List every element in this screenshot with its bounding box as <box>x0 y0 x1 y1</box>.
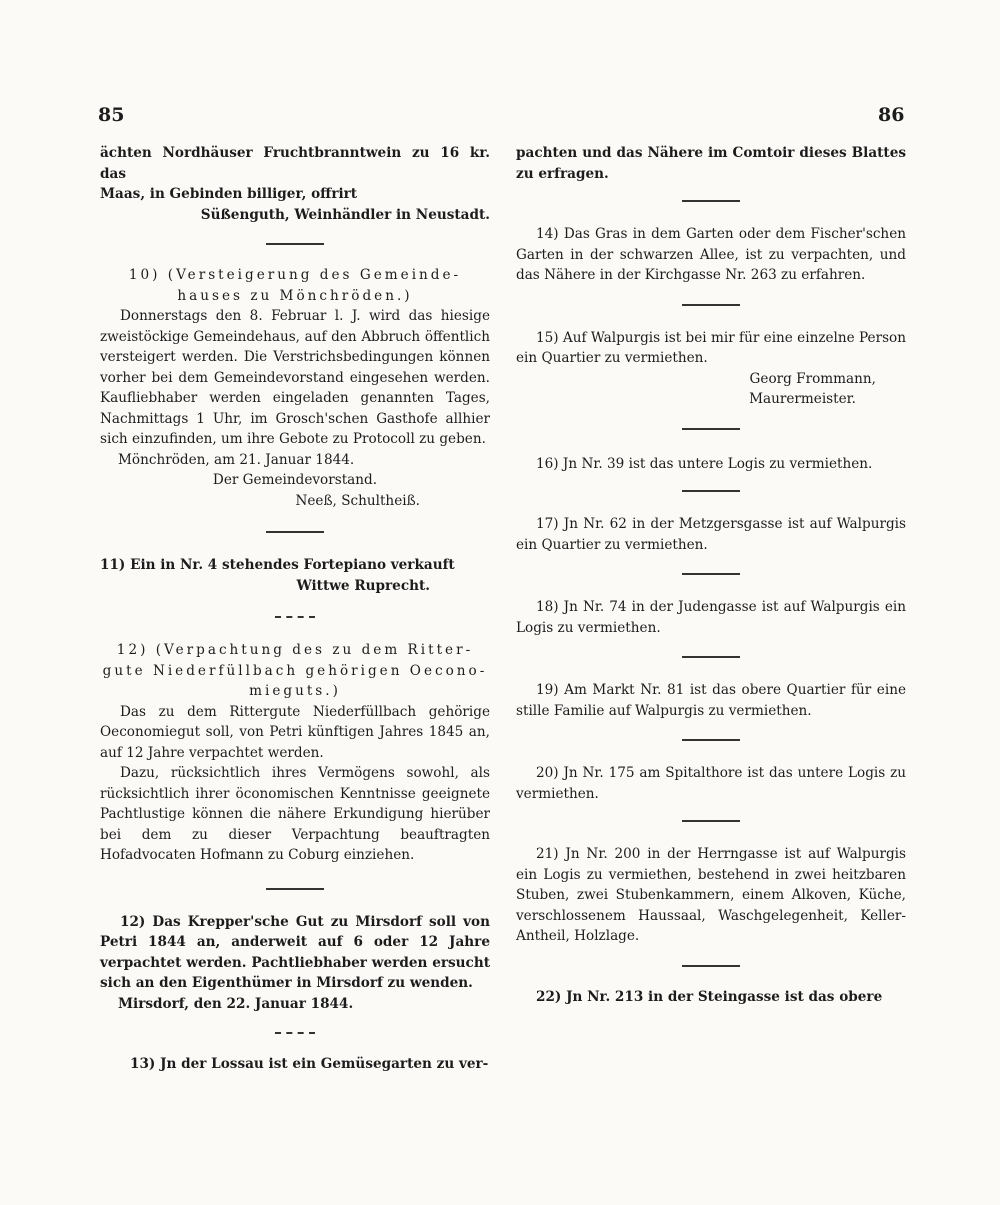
page-number-left: 85 <box>98 104 125 126</box>
ad-19: 19) Am Markt Nr. 81 ist das obere Quartier für eine stille Familie auf Walpurgis zu vermiethen. <box>516 682 906 719</box>
continued-ad-line-1: ächten Nordhäuser Fruchtbranntwein zu 16 kr. das <box>100 145 490 182</box>
ad-14: 14) Das Gras in dem Garten oder dem Fischer'schen Garten in der schwarzen Allee, ist zu verpachten, und das Nähere in der Kirchgasse Nr. 263 zu erfahren. <box>516 226 906 283</box>
ad-10-place-date: Mönchröden, am 21. Januar 1844. <box>118 451 355 468</box>
ad-12a-body-1: Das zu dem Rittergute Niederfüllbach gehörige Oeconomiegut soll, von Petri künftigen Jahres 1845 an, auf 12 Jahre verpachtet werden. <box>100 703 490 761</box>
ad-22-line: 22) Jn Nr. 213 in der Steingasse ist das obere <box>536 988 883 1005</box>
ad-10-signature-2: Neeß, Schultheiß. <box>295 492 420 509</box>
ad-20: 20) Jn Nr. 175 am Spitalthore ist das untere Logis zu vermiethen. <box>516 765 906 802</box>
ad-10-signature-1: Der Gemeindevorstand. <box>212 472 378 488</box>
ad-10-body: Donnerstags den 8. Februar l. J. wird das hiesige zweistöckige Gemeindehaus, auf den Abbruch öffentlich versteigert werden. Die Verstrichsbedingungen können vorher bei dem Gemeindevorstand eingesehen werden. Kaufliebhaber werden eingeladen genannten Tages, Nachmittags 1 Uhr, im Grosch'schen Gasthofe allhier sich einzufinden, um ihre Gebote zu Protocoll zu geben. <box>100 308 490 447</box>
continued-ad-right: pachten und das Nähere im Comtoir dieses Blattes zu erfragen. <box>516 145 906 182</box>
ad-12a-body-2: Dazu, rücksichtlich ihres Vermögens sowohl, als rücksichtlich ihrer öconomischen Kenntnisse geeignete Pachtlustige können die nähere Erkundigung hierüber bei dem zu dieser Verpachtung beauftragten Hofadvocaten Hofmann zu Coburg einziehen. <box>100 765 490 863</box>
ad-15-signature-2: Maurermeister. <box>749 391 856 407</box>
ad-21: 21) Jn Nr. 200 in der Herrngasse ist auf Walpurgis ein Logis zu vermiethen, bestehend in zwei heitzbaren Stuben, zwei Stubenkammern, einem Alkoven, Küche, verschlossenem Haussaal, Waschgelegenheit, Keller-Antheil, Holzlage. <box>516 846 906 944</box>
ad-11-line-1: 11) Ein in Nr. 4 stehendes Fortepiano verkauft <box>100 557 455 573</box>
left-column <box>100 143 490 1075</box>
ad-12a-heading-line-1: 12) (Verpachtung des zu dem Ritter- <box>116 642 474 658</box>
ad-16: 16) Jn Nr. 39 ist das untere Logis zu vermiethen. <box>536 455 873 472</box>
ad-10-heading-line-1: 10) (Versteigerung des Gemeinde- <box>128 267 462 283</box>
ad-12a-heading-line-3: mieguts.) <box>249 683 341 699</box>
ad-13-line: 13) Jn der Lossau ist ein Gemüsegarten zu ver- <box>130 1056 489 1072</box>
ad-12b-body: 12) Das Krepper'sche Gut zu Mirsdorf soll von Petri 1844 an, anderweit auf 6 oder 12 Jahre verpachtet werden. Pachtliebhaber werden ersucht sich an den Eigenthümer in Mirsdorf zu wenden. <box>100 913 490 991</box>
page-number-right: 86 <box>878 104 905 126</box>
continued-ad-signature: Süßenguth, Weinhändler in Neustadt. <box>200 206 490 223</box>
right-column <box>516 143 906 1007</box>
ad-15-signature-1: Georg Frommann, <box>749 370 876 387</box>
ad-10-heading-line-2: hauses zu Mönchröden.) <box>177 287 413 304</box>
ad-12a-heading-line-2: gute Niederfüllbach gehörigen Oecono- <box>102 662 488 679</box>
ad-17: 17) Jn Nr. 62 in der Metzgersgasse ist auf Walpurgis ein Quartier zu vermiethen. <box>516 516 906 553</box>
continued-ad-line-2: Maas, in Gebinden billiger, offrirt <box>100 186 358 202</box>
ad-11-signature: Wittwe Ruprecht. <box>296 577 430 594</box>
ad-15-body: 15) Auf Walpurgis ist bei mir für eine einzelne Person ein Quartier zu vermiethen. <box>516 329 906 366</box>
ad-12b-place-date: Mirsdorf, den 22. Januar 1844. <box>118 995 354 1012</box>
ad-18: 18) Jn Nr. 74 in der Judengasse ist auf Walpurgis ein Logis zu vermiethen. <box>516 599 906 636</box>
